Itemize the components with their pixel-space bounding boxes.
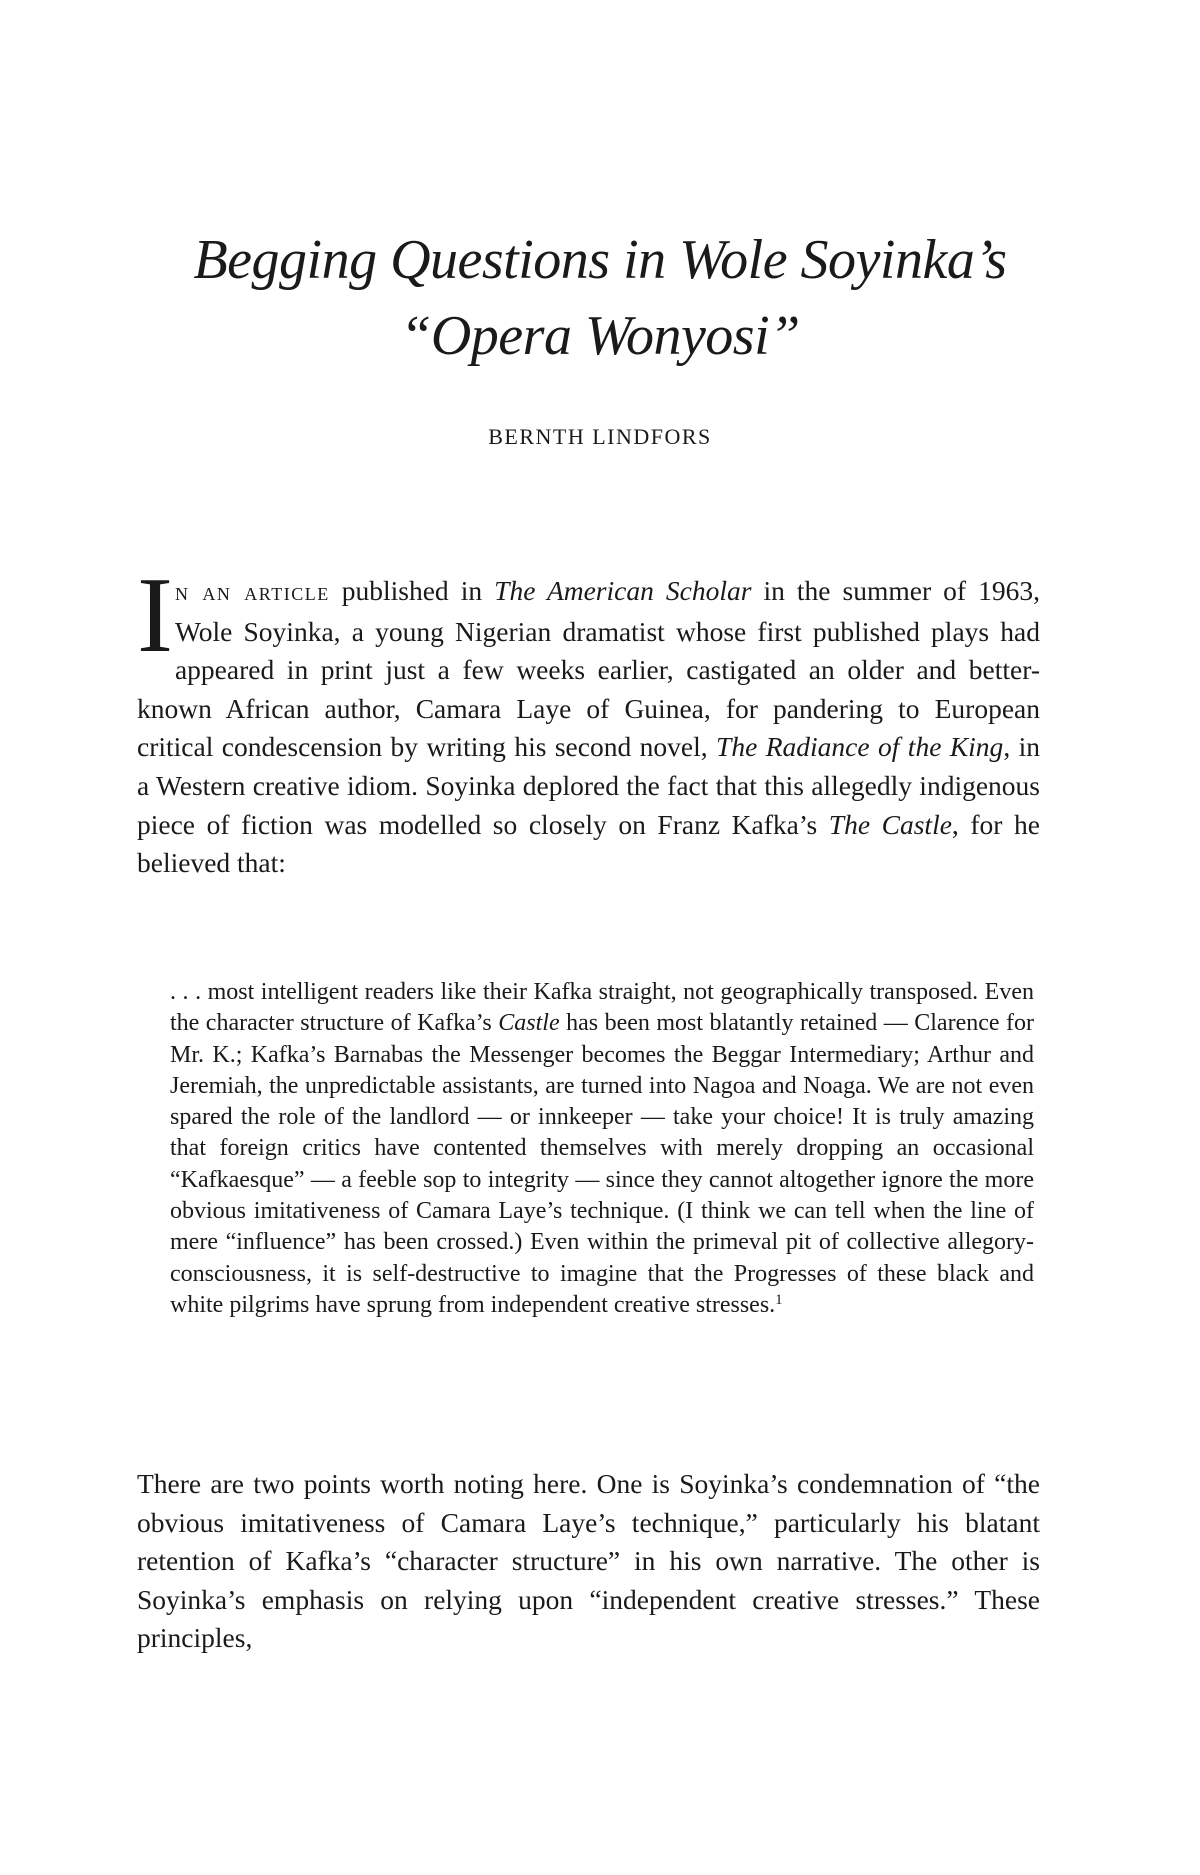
paragraph-1-text-a: published in — [329, 575, 495, 606]
paragraph-1-text-c: , in a Western creative idiom. Soyinka deplored the fact that this allegedly indigenous piece of fiction was modelled so closely on Franz Kafka’s — [137, 731, 1041, 840]
paragraph-1-text-b: in the summer of 1963, Wole Soyinka, a young Nigerian dramatist whose first published plays had appeared in print just a few weeks earlier, castigated an older and better-known African author, Camara Laye of Guinea, for pandering to European critical condescension by writing his second novel, — [137, 575, 1041, 763]
novel-title: The Radiance of the King — [716, 731, 1004, 763]
body-paragraph-2: There are two points worth noting here. One is Soyinka’s condemnation of “the obvious imitativeness of Camara Laye’s technique,” particularly his blatant retention of Kafka’s “character structure” in his own narrative. The other is Soyinka’s emphasis on relying upon “independent creative stresses.” These principles, — [137, 1468, 1040, 1654]
quote-text-b: has been most blatantly retained — Clarence for Mr. K.; Kafka’s Barnabas the Messenger becomes the Beggar Intermediary; Arthur and Jeremiah, the unpredictable assistants, are turned into Nagoa and Noaga. We are not even spared the role of the landlord — or innkeeper — take your choice! It is truly amazing that foreign critics have contented themselves with merely dropping an occasional “Kafkaesque” — a feeble sop to integrity — since they cannot altogether ignore the more obvious imitativeness of Camara Laye’s technique. (I think we can tell when the line of mere “influence” has been crossed.) Even within the primeval pit of collective allegory-consciousness, it is self-destructive to imagine that the Progresses of these black and white pilgrims have sprung from independent creative stresses. — [170, 1010, 1034, 1318]
footnote-marker: 1 — [775, 1291, 783, 1308]
body-paragraph-1 — [137, 556, 1041, 883]
kafka-novel-title: The Castle — [828, 808, 952, 840]
drop-cap: I — [137, 556, 173, 675]
author-byline: BERNTH LINDFORS — [488, 424, 712, 449]
article-title-line-1: Begging Questions in Wole Soyinka’s — [193, 229, 1007, 291]
journal-title: The American Scholar — [494, 575, 752, 606]
article-title-line-2: “Opera Wonyosi” — [400, 305, 800, 367]
lead-in-small-caps: n an article — [174, 579, 330, 606]
paragraph-1-text-d: , for he believed that: — [137, 808, 1041, 879]
quote-italic-castle: Castle — [498, 1010, 560, 1037]
quote-text-a: . . . most intelligent readers like their Kafka straight, not geographically transposed. Even the character structure of Kafka’s — [170, 979, 1034, 1037]
block-quote — [170, 977, 1034, 1321]
